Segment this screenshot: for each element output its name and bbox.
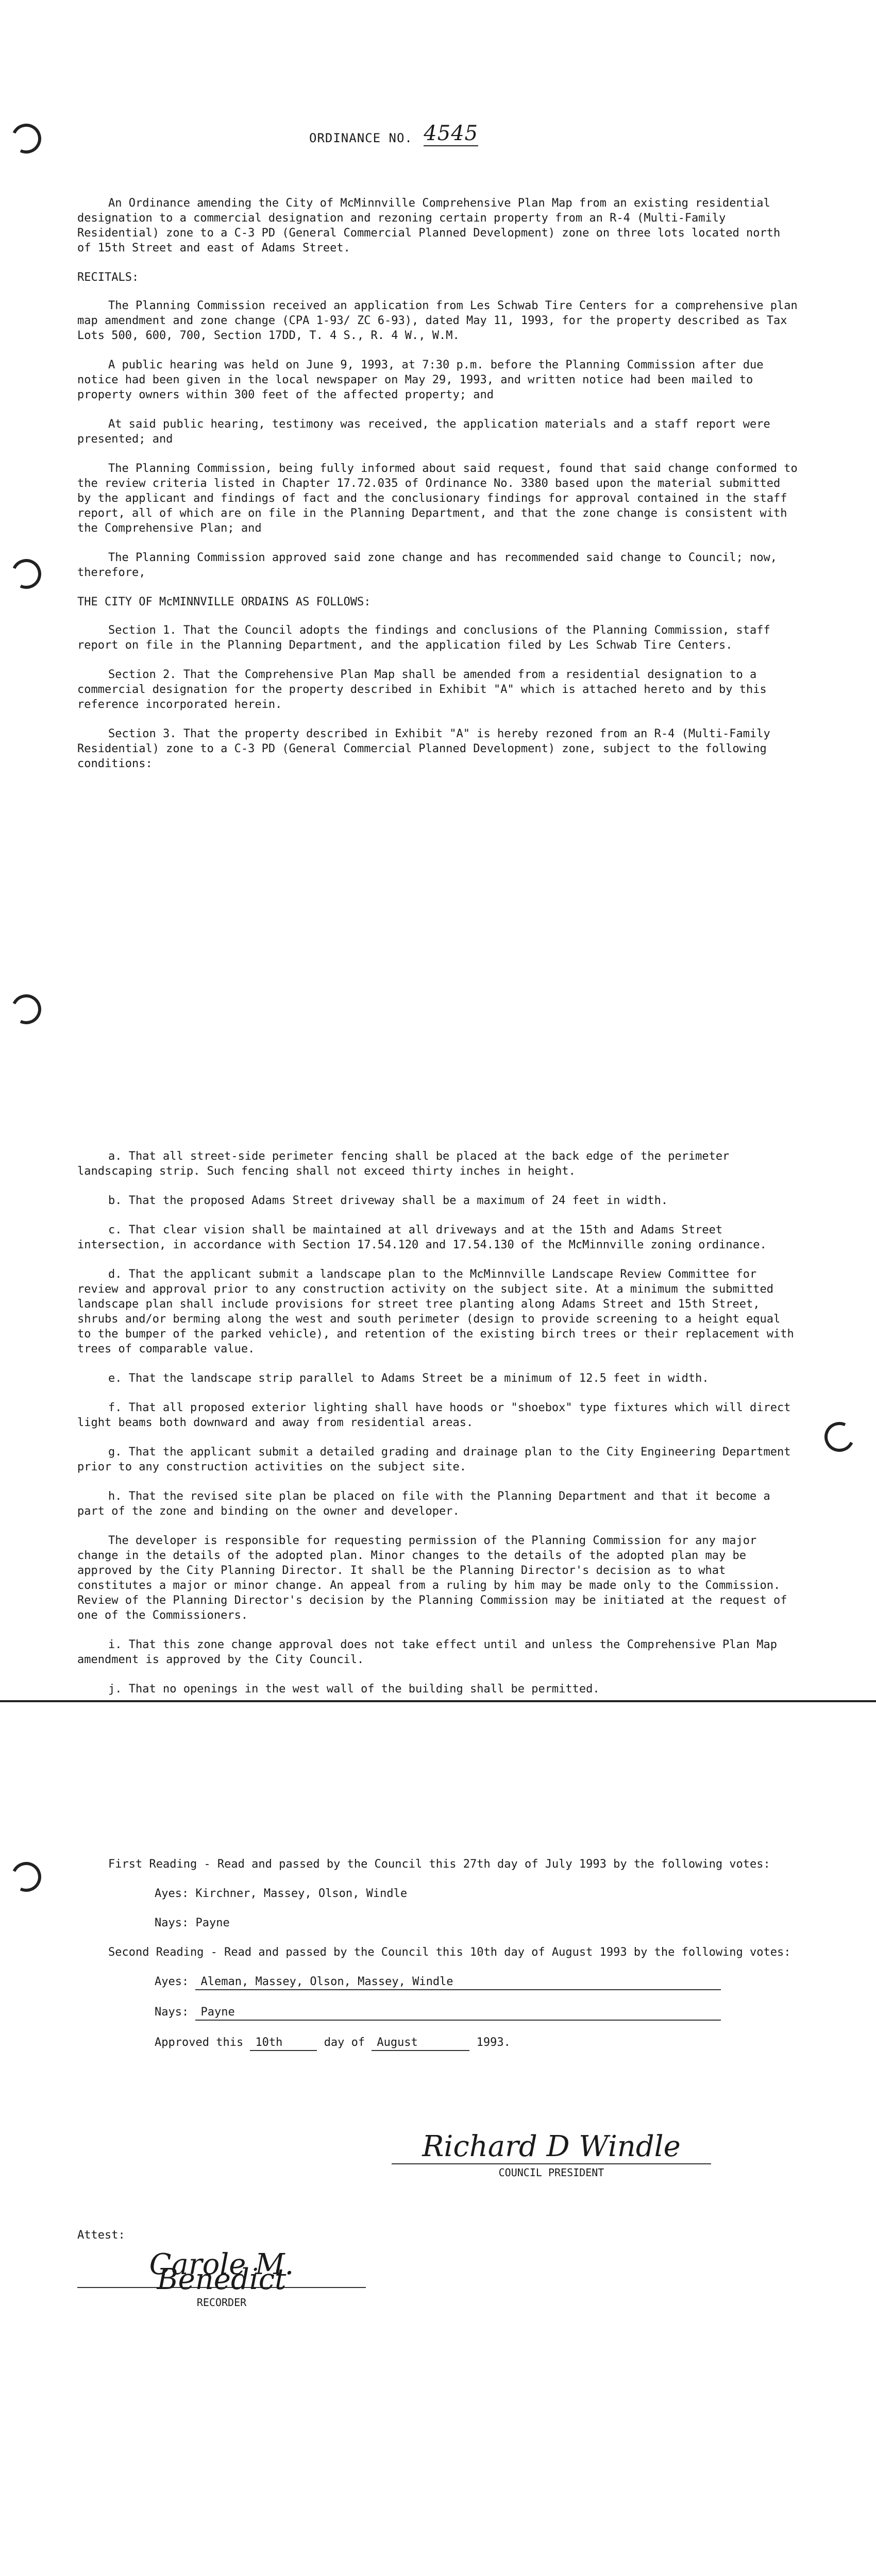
- condition-item: a. That all street-side perimeter fencing shall be placed at the back edge of the perimeter landscaping strip. Such fencing shall not exceed thirty inches in height.: [77, 1150, 730, 1178]
- conditions-list: [77, 1149, 799, 1786]
- page-3: [0, 1700, 876, 2576]
- recital-paragraph: At said public hearing, testimony was received, the application materials and a staff report were presented; and: [77, 418, 770, 446]
- attest-label: Attest:: [77, 2229, 125, 2242]
- intro-paragraph: An Ordinance amending the City of McMinnville Comprehensive Plan Map from an existing residential designation to a commercial designation and rezoning certain property from an R-4 (Multi-Family Residential) zone to a C-3 PD (General Commercial Planned Development) zone on three lots located north of 15th Street and east of Adams Street.: [77, 197, 781, 255]
- recital-paragraph: The Planning Commission approved said zone change and has recommended said change to Council; now, therefore,: [77, 551, 778, 579]
- section-paragraph: Section 2. That the Comprehensive Plan Map shall be amended from a residential designation to a commercial designation for the property described in Exhibit "A" which is attached hereto and by this reference incorporated herein.: [77, 668, 767, 711]
- recorder-signature: Carole M. Benedict: [77, 2257, 366, 2288]
- condition-item: i. That this zone change approval does not take effect until and unless the Comprehensive Plan Map amendment is approved by the City Council.: [77, 1638, 778, 1666]
- ordinance-title: ORDINANCE NO. 4545: [309, 122, 479, 145]
- ordains-heading: THE CITY OF McMINNVILLE ORDAINS AS FOLLOWS:: [77, 596, 371, 608]
- condition-item: e. That the landscape strip parallel to Adams Street be a minimum of 12.5 feet in width.: [108, 1372, 709, 1385]
- second-reading: Second Reading - Read and passed by the Council this 10th day of August 1993 by the following votes:: [108, 1946, 791, 1959]
- condition-item: f. That all proposed exterior lighting shall have hoods or "shoebox" type fixtures which will direct light beams both downward and away from residential areas.: [77, 1401, 791, 1429]
- section-paragraph: Section 1. That the Council adopts the findings and conclusions of the Planning Commission, staff report on file in the Planning Department, and the application filed by Les Schwab Tire Centers.: [77, 624, 770, 652]
- approved-line: Approved this 10th day of August 1993.: [155, 2035, 799, 2051]
- first-nays: Nays: Payne: [155, 1917, 230, 1929]
- president-title: COUNCIL PRESIDENT: [498, 2166, 604, 2179]
- approved-day: 10th: [250, 2035, 317, 2051]
- ordinance-body-top: [77, 196, 799, 786]
- readings-block: [77, 1857, 799, 2065]
- first-ayes: Ayes: Kirchner, Massey, Olson, Windle: [155, 1887, 408, 1900]
- second-nays: Nays: Payne: [155, 2005, 799, 2021]
- punch-hole-icon: [820, 1418, 858, 1456]
- second-nays-value: Payne: [195, 2005, 721, 2021]
- first-reading: First Reading - Read and passed by the Council this 27th day of July 1993 by the following votes:: [108, 1858, 770, 1871]
- second-ayes-value: Aleman, Massey, Olson, Massey, Windle: [195, 1974, 721, 1990]
- recorder-title: RECORDER: [196, 2296, 247, 2309]
- ordinance-number: 4545: [424, 122, 479, 145]
- second-ayes: Ayes: Aleman, Massey, Olson, Massey, Windle: [155, 1974, 799, 1990]
- developer-paragraph: The developer is responsible for requesting permission of the Planning Commission for any major change in the details of the adopted plan. Minor changes to the details of the adopted plan may be approved by the City Planning Director. It shall be the Planning Director's decision as to what constitutes a major or minor change. An appeal from a ruling by him may be made only to the Commission. Review of the Planning Director's decision by the Planning Commission may be initiated at the request of one of the Commissioners.: [77, 1534, 787, 1622]
- section-paragraph: Section 3. That the property described in Exhibit "A" is hereby rezoned from an R-4 (Multi-Family Residential) zone to a C-3 PD (General Commercial Planned Development) zone, subject to the following conditions:: [77, 727, 770, 770]
- condition-item: h. That the revised site plan be placed on file with the Planning Department and that it become a part of the zone and binding on the owner and developer.: [77, 1490, 770, 1518]
- condition-item: j. That no openings in the west wall of the building shall be permitted.: [108, 1683, 600, 1696]
- condition-item: d. That the applicant submit a landscape plan to the McMinnville Landscape Review Committee for review and approval prior to any construction activity on the subject site. At a minimum the submitted landscape plan shall include provisions for street tree planting along Adams Street and 15th Street, shrubs and/or berming along the west and south perimeter (design to provide screening to a height equal to the bumper of the parked vehicle), and retention of the existing birch trees or their replacement with trees of comparable value.: [77, 1268, 794, 1355]
- recitals-heading: RECITALS:: [77, 271, 139, 284]
- punch-hole-icon: [7, 120, 45, 158]
- punch-hole-icon: [7, 990, 45, 1028]
- president-signature-block: [392, 2130, 711, 2179]
- punch-hole-icon: [7, 1858, 45, 1896]
- punch-hole-icon: [7, 555, 45, 593]
- attest-block: [77, 2228, 799, 2310]
- recital-paragraph: A public hearing was held on June 9, 1993, at 7:30 p.m. before the Planning Commission after due notice had been given in the local newspaper on May 29, 1993, and written notice had been mailed to property owners within 300 feet of the affected property; and: [77, 359, 764, 401]
- recital-paragraph: The Planning Commission, being fully informed about said request, found that said change conformed to the review criteria listed in Chapter 17.72.035 of Ordinance No. 3380 based upon the material submitted by the applicant and findings of fact and the conclusionary findings for approval contained in the staff report, all of which are on file in the Planning Department, and that the zone change is consistent with the Comprehensive Plan; and: [77, 462, 798, 535]
- condition-item: g. That the applicant submit a detailed grading and drainage plan to the City Engineering Department prior to any construction activities on the subject site.: [77, 1446, 791, 1473]
- president-signature: Richard D Windle: [392, 2130, 711, 2164]
- approved-month: August: [372, 2035, 469, 2051]
- condition-item: c. That clear vision shall be maintained at all driveways and at the 15th and Adams Street intersection, in accordance with Section 17.54.120 and 17.54.130 of the McMinnville zoning ordinance.: [77, 1224, 767, 1251]
- condition-item: b. That the proposed Adams Street driveway shall be a maximum of 24 feet in width.: [108, 1194, 668, 1207]
- recital-paragraph: The Planning Commission received an application from Les Schwab Tire Centers for a comprehensive plan map amendment and zone change (CPA 1-93/ ZC 6-93), dated May 11, 1993, for the property described as Tax Lots 500, 600, 700, Section 17DD, T. 4 S., R. 4 W., W.M.: [77, 299, 798, 342]
